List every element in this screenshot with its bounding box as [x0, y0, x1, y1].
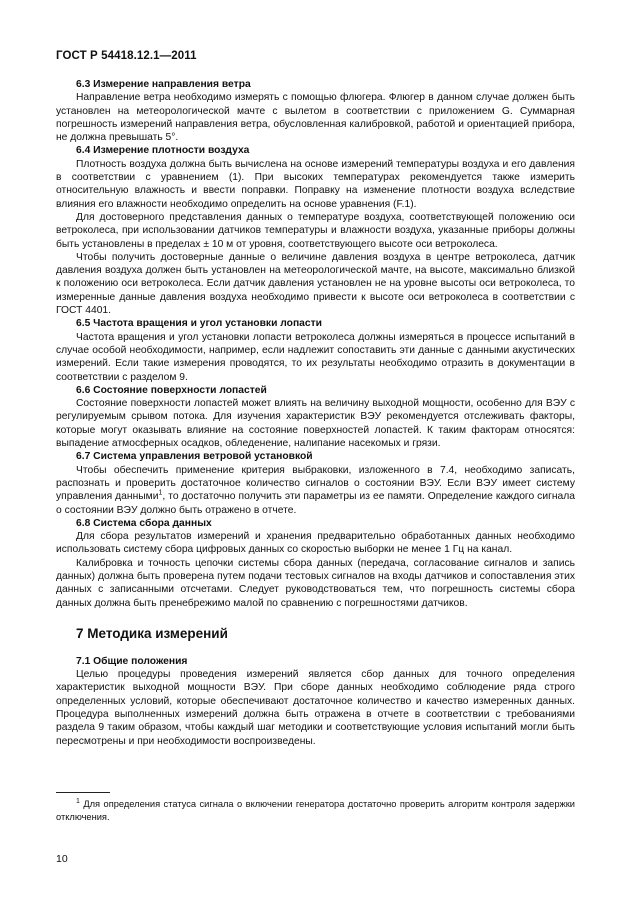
document-body: [56, 78, 575, 748]
paragraph-text: , то достаточно получить эти параметры из ее памяти. Определение каждого сигнала о состоянии ВЭУ должно быть отражено в отчете.: [56, 491, 575, 516]
section-heading-6-5: 6.5 Частота вращения и угол установки лопасти: [76, 318, 323, 330]
footnote-text: Для определения статуса сигнала о включении генератора достаточно проверить алгоритм контроля задержки отключения.: [56, 799, 575, 822]
paragraph: Состояние поверхности лопастей может влиять на величину выходной мощности, особенно для ВЭУ с регулируемым срывом потока. Для изучения характеристик ВЭУ рекомендуется отслеживать факторы, которые могут оказывать влияние на состояние поверхностей лопастей. К таким факторам относятся: выпадение атмосферных осадков, обледенение, налипание насекомых и грязи.: [56, 398, 575, 450]
document-header: ГОСТ Р 54418.12.1—2011: [56, 50, 197, 62]
paragraph: Для достоверного представления данных о температуре воздуха, соответствующей положению оси ветроколеса, при использовании датчиков температуры и влажности воздуха, указанные приборы должны быть установлены в пределах ± 10 м от уровня, соответствующего высоте оси ветроколеса.: [56, 211, 575, 250]
paragraph: Чтобы получить достоверные данные о величине давления воздуха в центре ветроколеса, датчик давления воздуха должен быть установлен на метеорологической мачте, на высоте, максимально близкой к положению оси ветроколеса. Если датчик давления установлен не на уровне высоты оси ветроколеса, то измеренные данные давления воздуха необходимо привести к высоте оси ветроколеса в соответствии с ГОСТ 4401.: [56, 251, 575, 317]
footnote-marker: 1: [76, 797, 80, 805]
footnote-separator: [56, 792, 110, 793]
section-heading-6-6: 6.6 Состояние поверхности лопастей: [76, 384, 267, 396]
paragraph: Направление ветра необходимо измерять с помощью флюгера. Флюгер в данном случае должен быть установлен на метеорологической мачте с вылетом в соответствии с приложением G. Суммарная погрешность измерений направления ветра, обусловленная калибровкой, работой и ориентацией прибора, не должна превышать 5°.: [56, 92, 575, 144]
paragraph: Частота вращения и угол установки лопасти ветроколеса должны измеряться в процессе испытаний в случае особой необходимости, например, если надлежит сопоставить эти данные с данными акустических измерений. Если такие измерения проводятся, то их результаты необходимо отразить в документации в соответствии с разделом 9.: [56, 331, 575, 383]
paragraph-text: Чтобы обеспечить применение критерия выбраковки, изложенного в 7.4, необходимо записать, распознать и проверить достаточное количество сигналов о состоянии ВЭУ. Если ВЭУ имеет систему управления данными: [56, 464, 575, 503]
section-heading-6-3: 6.3 Измерение направления ветра: [76, 79, 251, 90]
section-heading-6-4: 6.4 Измерение плотности воздуха: [76, 145, 250, 157]
paragraph: Плотность воздуха должна быть вычислена на основе измерений температуры воздуха и его давления в соответствии с уравнением (1). При высоких температурах рекомендуется также измерить относительную влажность и ввести поправки. Поправку на изменение плотности воздуха вследствие влияния его влажности необходимо определить на основе уравнения (F.1).: [56, 158, 575, 210]
paragraph: Калибровка и точность цепочки системы сбора данных (передача, согласование сигналов и запись данных) должна быть проверена путем подачи тестовых сигналов на входы датчиков и сопоставления этих данных с записанными отсчетами. Следует руководствоваться тем, что погрешность системы сбора данных должна быть пренебрежимо малой по сравнению с погрешностями датчиков.: [56, 557, 575, 609]
chapter-heading-7: 7 Методика измерений: [76, 625, 228, 641]
footnote-ref[interactable]: 1: [158, 489, 163, 497]
footnote: [56, 798, 575, 824]
section-heading-6-8: 6.8 Система сбора данных: [76, 517, 212, 529]
section-heading-7-1: 7.1 Общие положения: [76, 655, 188, 667]
paragraph: Для сбора результатов измерений и хранения предварительно обработанных данных необходимо использовать систему сбора цифровых данных со скоростью выборки не менее 1 Гц на канал.: [56, 531, 575, 556]
paragraph: Целью процедуры проведения измерений является сбор данных для точного определения характеристик выходной мощности ВЭУ. При сборе данных необходимо соблюдение ряда строго определенных условий, которые обеспечивают достаточное количество и качество измеренных данных. Процедура выполненных измерений должна быть отражена в отчете в соответствии с требованиями раздела 9 таким образом, чтобы каждый шаг методики и соответствующие условия испытаний могли быть пересмотрены и при необходимости воспроизведены.: [56, 669, 575, 747]
section-heading-6-7: 6.7 Система управления ветровой установкой: [76, 451, 313, 463]
page-number: 10: [56, 853, 68, 865]
paragraph: [56, 464, 575, 517]
